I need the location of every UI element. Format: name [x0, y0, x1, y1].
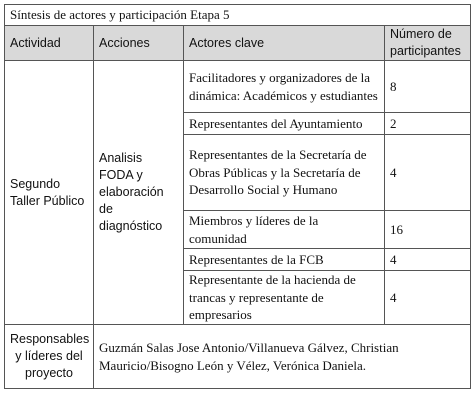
count-cell: 4: [385, 249, 471, 271]
actividad-cell: Segundo Taller Público: [5, 61, 94, 325]
table-row: [5, 61, 471, 113]
participation-table: [4, 4, 471, 389]
header-acciones: Acciones: [94, 26, 184, 61]
table-title: Síntesis de actores y participación Etapa 5: [5, 5, 471, 26]
header-actividad: Actividad: [5, 26, 94, 61]
count-cell: 2: [385, 113, 471, 135]
count-cell: 16: [385, 211, 471, 249]
actor-cell: Miembros y líderes de la comunidad: [184, 211, 385, 249]
acciones-cell: Analisis FODA y elaboración de diagnóstico: [94, 61, 184, 325]
responsables-row: [5, 325, 471, 389]
actor-cell: Facilitadores y organizadores de la dinámica: Académicos y estudiantes: [184, 61, 385, 113]
actor-cell: Representantes del Ayuntamiento: [184, 113, 385, 135]
responsables-text: Guzmán Salas Jose Antonio/Villanueva Gálvez, Christian Mauricio/Bisogno León y Vélez, Verónica Daniela.: [94, 325, 471, 389]
actor-cell: Representantes de la Secretaría de Obras Públicas y la Secretaría de Desarrollo Social y Humano: [184, 135, 385, 211]
header-row: [5, 26, 471, 61]
count-cell: 4: [385, 271, 471, 325]
count-cell: 8: [385, 61, 471, 113]
count-cell: 4: [385, 135, 471, 211]
actor-cell: Representantes de la FCB: [184, 249, 385, 271]
actor-cell: Representante de la hacienda de trancas y representante de empresarios: [184, 271, 385, 325]
header-actores: Actores clave: [184, 26, 385, 61]
responsables-label: Responsables y líderes del proyecto: [5, 325, 94, 389]
header-numero: Número de participantes: [385, 26, 471, 61]
